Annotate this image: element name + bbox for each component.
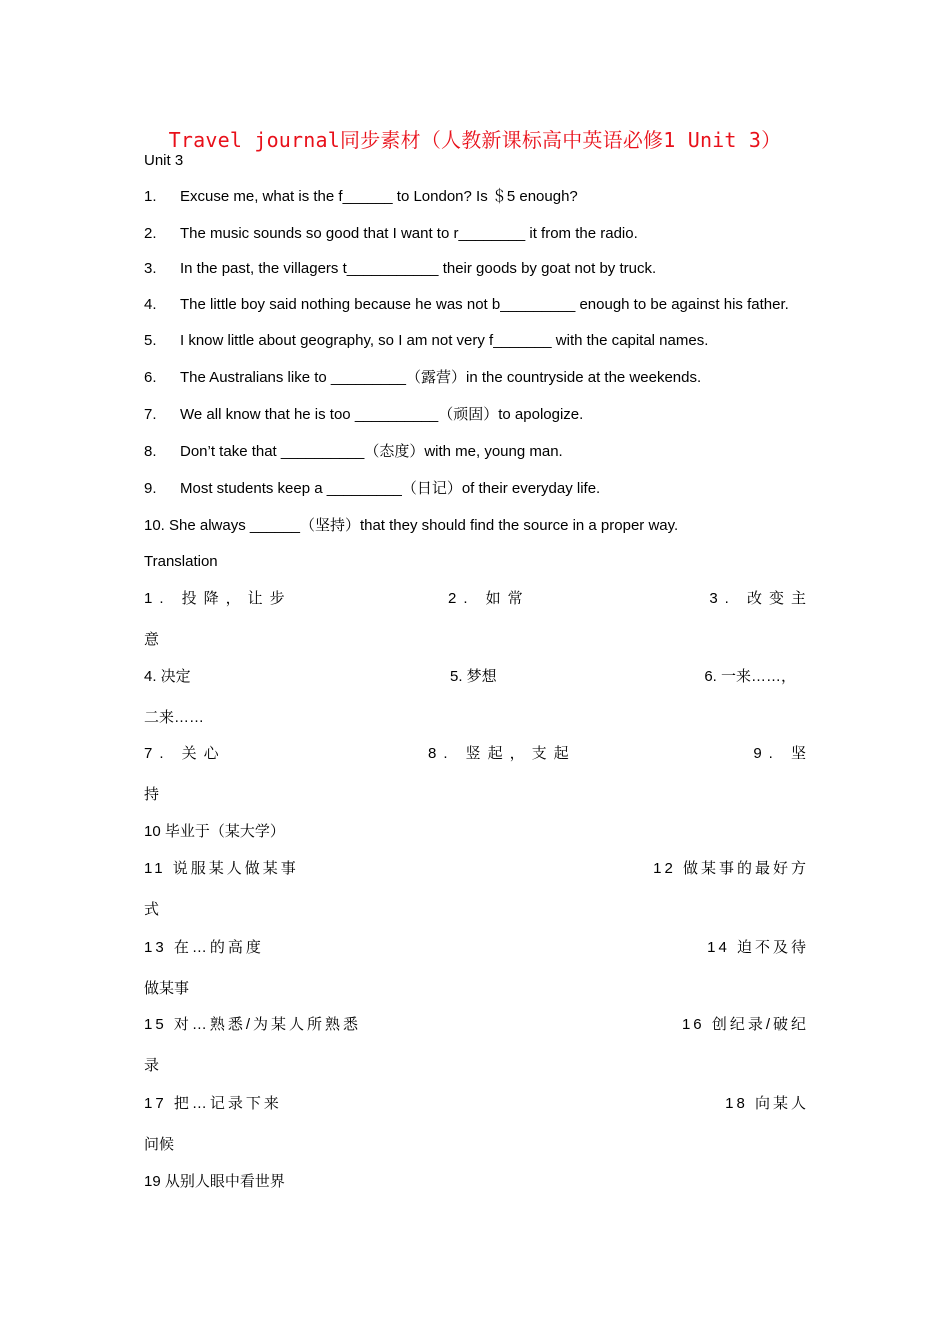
translation-item: 6. 一来……， — [704, 668, 796, 685]
translation-wrap: 录 — [144, 1057, 160, 1074]
exercise-item-4 — [144, 295, 789, 315]
translation-item: 10 毕业于（某大学） — [144, 823, 285, 840]
translation-wrap: 持 — [144, 786, 160, 803]
exercise-number: 5. — [144, 332, 157, 349]
translation-heading: Translation — [144, 553, 218, 570]
translation-item: 19 从别人眼中看世界 — [144, 1173, 285, 1190]
exercise-item-5 — [144, 331, 708, 351]
translation-item: 3. 改变主 — [709, 590, 813, 607]
exercise-item-9 — [144, 479, 600, 499]
translation-wrap: 意 — [144, 631, 160, 648]
translation-wrap: 二来…… — [144, 709, 205, 726]
exercise-item-7 — [144, 405, 583, 425]
translation-item: 14 迫不及待 — [707, 939, 809, 956]
exercise-item-1 — [144, 187, 578, 207]
translation-item: 5. 梦想 — [450, 668, 497, 685]
translation-item: 4. 决定 — [144, 668, 191, 685]
exercise-text: We all know that he is too __________（顽固）to apologize. — [180, 406, 584, 423]
exercise-text: I know little about geography, so I am not very f_______ with the capital names. — [180, 332, 709, 349]
translation-wrap: 式 — [144, 901, 160, 918]
translation-item: 17 把…记录下来 — [144, 1095, 282, 1112]
translation-item: 18 向某人 — [725, 1095, 809, 1112]
translation-item: 2. 如常 — [448, 590, 530, 607]
exercise-text: Excuse me, what is the f______ to London? Is ＄5 enough? — [180, 188, 578, 205]
translation-item: 8. 竖起，支起 — [428, 745, 576, 762]
translation-item: 7. 关心 — [144, 745, 226, 762]
exercise-text: The music sounds so good that I want to r________ it from the radio. — [180, 225, 638, 242]
translation-item: 12 做某事的最好方 — [653, 860, 809, 877]
exercise-item-10: 10. She always ______（坚持）that they should find the source in a proper way. — [144, 517, 679, 534]
translation-item: 1. 投降，让步 — [144, 590, 292, 607]
exercise-number: 6. — [144, 369, 157, 386]
exercise-number: 3. — [144, 260, 157, 277]
exercise-item-6 — [144, 368, 701, 388]
translation-wrap: 问候 — [144, 1136, 175, 1153]
exercise-number: 4. — [144, 296, 157, 313]
translation-item: 13 在…的高度 — [144, 939, 264, 956]
exercise-number: 7. — [144, 406, 157, 423]
exercise-text: Don’t take that __________（态度）with me, young man. — [180, 443, 563, 460]
exercise-number: 9. — [144, 480, 157, 497]
exercise-text: The Australians like to _________（露营）in the countryside at the weekends. — [180, 369, 702, 386]
translation-item: 16 创纪录/破纪 — [681, 1016, 809, 1033]
translation-wrap: 做某事 — [144, 980, 190, 997]
exercise-text: The little boy said nothing because he was not b_________ enough to be against his father. — [180, 296, 789, 313]
translation-item: 11 说服某人做某事 — [144, 860, 299, 877]
exercise-text: In the past, the villagers t___________ their goods by goat not by truck. — [180, 260, 657, 277]
exercise-item-2 — [144, 224, 638, 244]
translation-item: 15 对…熟悉/为某人所熟悉 — [144, 1016, 362, 1033]
unit-label: Unit 3 — [144, 152, 184, 169]
document-title: Travel journal同步素材（人教新课标高中英语必修1 Unit 3） — [168, 128, 782, 152]
exercise-text: Most students keep a _________（日记）of their everyday life. — [180, 480, 601, 497]
exercise-item-3 — [144, 259, 656, 279]
exercise-number: 8. — [144, 443, 157, 460]
translation-item: 9. 坚 — [753, 745, 813, 762]
exercise-number: 1. — [144, 188, 157, 205]
exercise-item-8 — [144, 442, 563, 462]
exercise-number: 2. — [144, 225, 157, 242]
